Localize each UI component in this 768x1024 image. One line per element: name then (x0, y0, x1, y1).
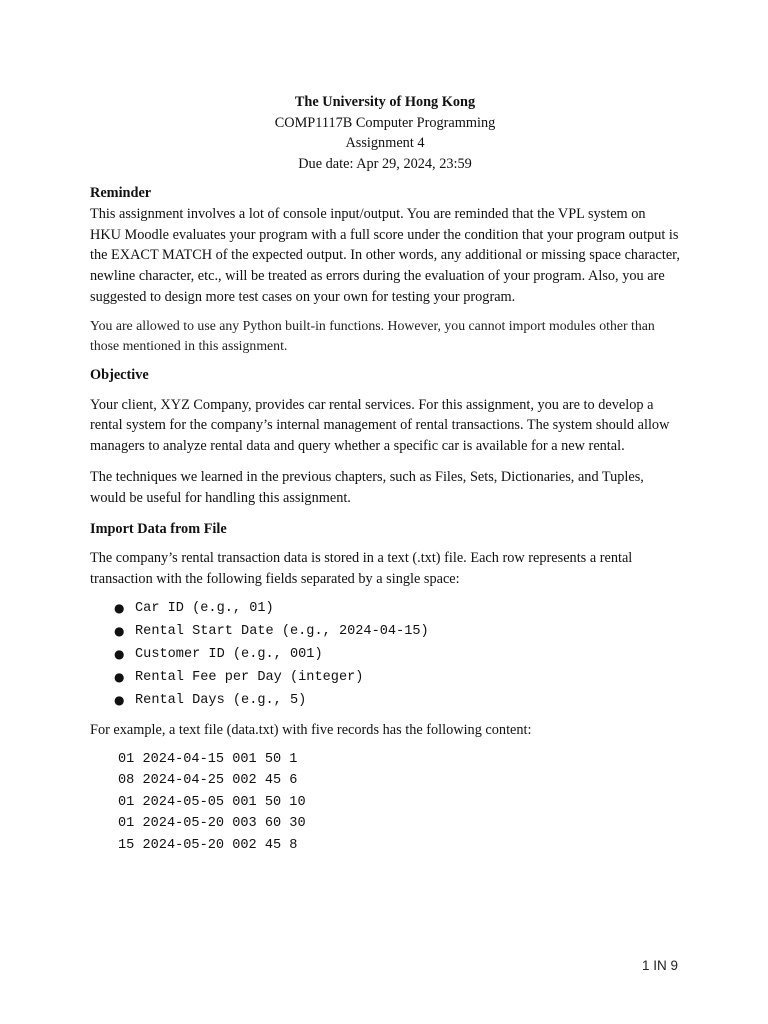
document-page (90, 92, 680, 856)
bullet-icon: ● (114, 669, 125, 684)
objective-paragraph-2: The techniques we learned in the previous chapters, such as Files, Sets, Dictionaries, and Tuples, would be useful for handling this assignment. (90, 468, 644, 506)
course-title: COMP1117B Computer Programming (274, 114, 496, 131)
list-item: ● Rental Days (e.g., 5) (90, 689, 680, 712)
list-item: ● Rental Fee per Day (integer) (90, 666, 680, 689)
objective-heading: Objective (90, 366, 149, 383)
reminder-note: You are allowed to use any Python built-in functions. However, you cannot import modules other than those mentioned in this assignment. (90, 317, 655, 353)
bullet-icon: ● (114, 692, 125, 707)
page-number: 1 IN 9 (641, 958, 678, 973)
bullet-icon: ● (114, 646, 125, 661)
field-list (90, 597, 680, 712)
code-line: 01 2024-05-05 001 50 10 (118, 794, 306, 810)
code-line: 15 2024-05-20 002 45 8 (118, 837, 298, 853)
bullet-icon: ● (114, 623, 125, 638)
code-line: 08 2024-04-25 002 45 6 (118, 773, 298, 789)
import-data-heading: Import Data from File (90, 520, 227, 537)
list-item: ● Car ID (e.g., 01) (90, 597, 680, 620)
reminder-body: This assignment involves a lot of console input/output. You are reminded that the VPL system on HKU Moodle evaluates your program with a full score under the condition that your program output is the EXACT MATCH of the expected output. In other words, any additional or missing space character, newline character, etc., will be treated as errors during the evaluation of your program. Also, you are suggested to design more test cases on your own for testing your program. (90, 205, 680, 305)
university-name: The University of Hong Kong (294, 94, 476, 110)
example-file-content (90, 749, 680, 857)
import-data-intro: The company’s rental transaction data is stored in a text (.txt) file. Each row represents a rental transaction with the following fields separated by a single space: (90, 550, 633, 588)
list-item: ● Rental Start Date (e.g., 2024-04-15) (90, 620, 680, 643)
document-header (90, 92, 680, 174)
code-line: 01 2024-04-15 001 50 1 (118, 751, 298, 767)
reminder-heading: Reminder (90, 185, 152, 201)
due-date: Due date: Apr 29, 2024, 23:59 (298, 155, 472, 172)
objective-paragraph-1: Your client, XYZ Company, provides car rental services. For this assignment, you are to develop a rental system for the company’s internal management of rental transactions. The system should allow managers to analyze rental data and query whether a specific car is available for a new rental. (90, 396, 670, 455)
bullet-icon: ● (114, 600, 125, 615)
assignment-title: Assignment 4 (345, 135, 425, 151)
list-item: ● Customer ID (e.g., 001) (90, 643, 680, 666)
example-intro: For example, a text file (data.txt) with five records has the following content: (90, 721, 532, 738)
code-line: 01 2024-05-20 003 60 30 (118, 816, 306, 832)
